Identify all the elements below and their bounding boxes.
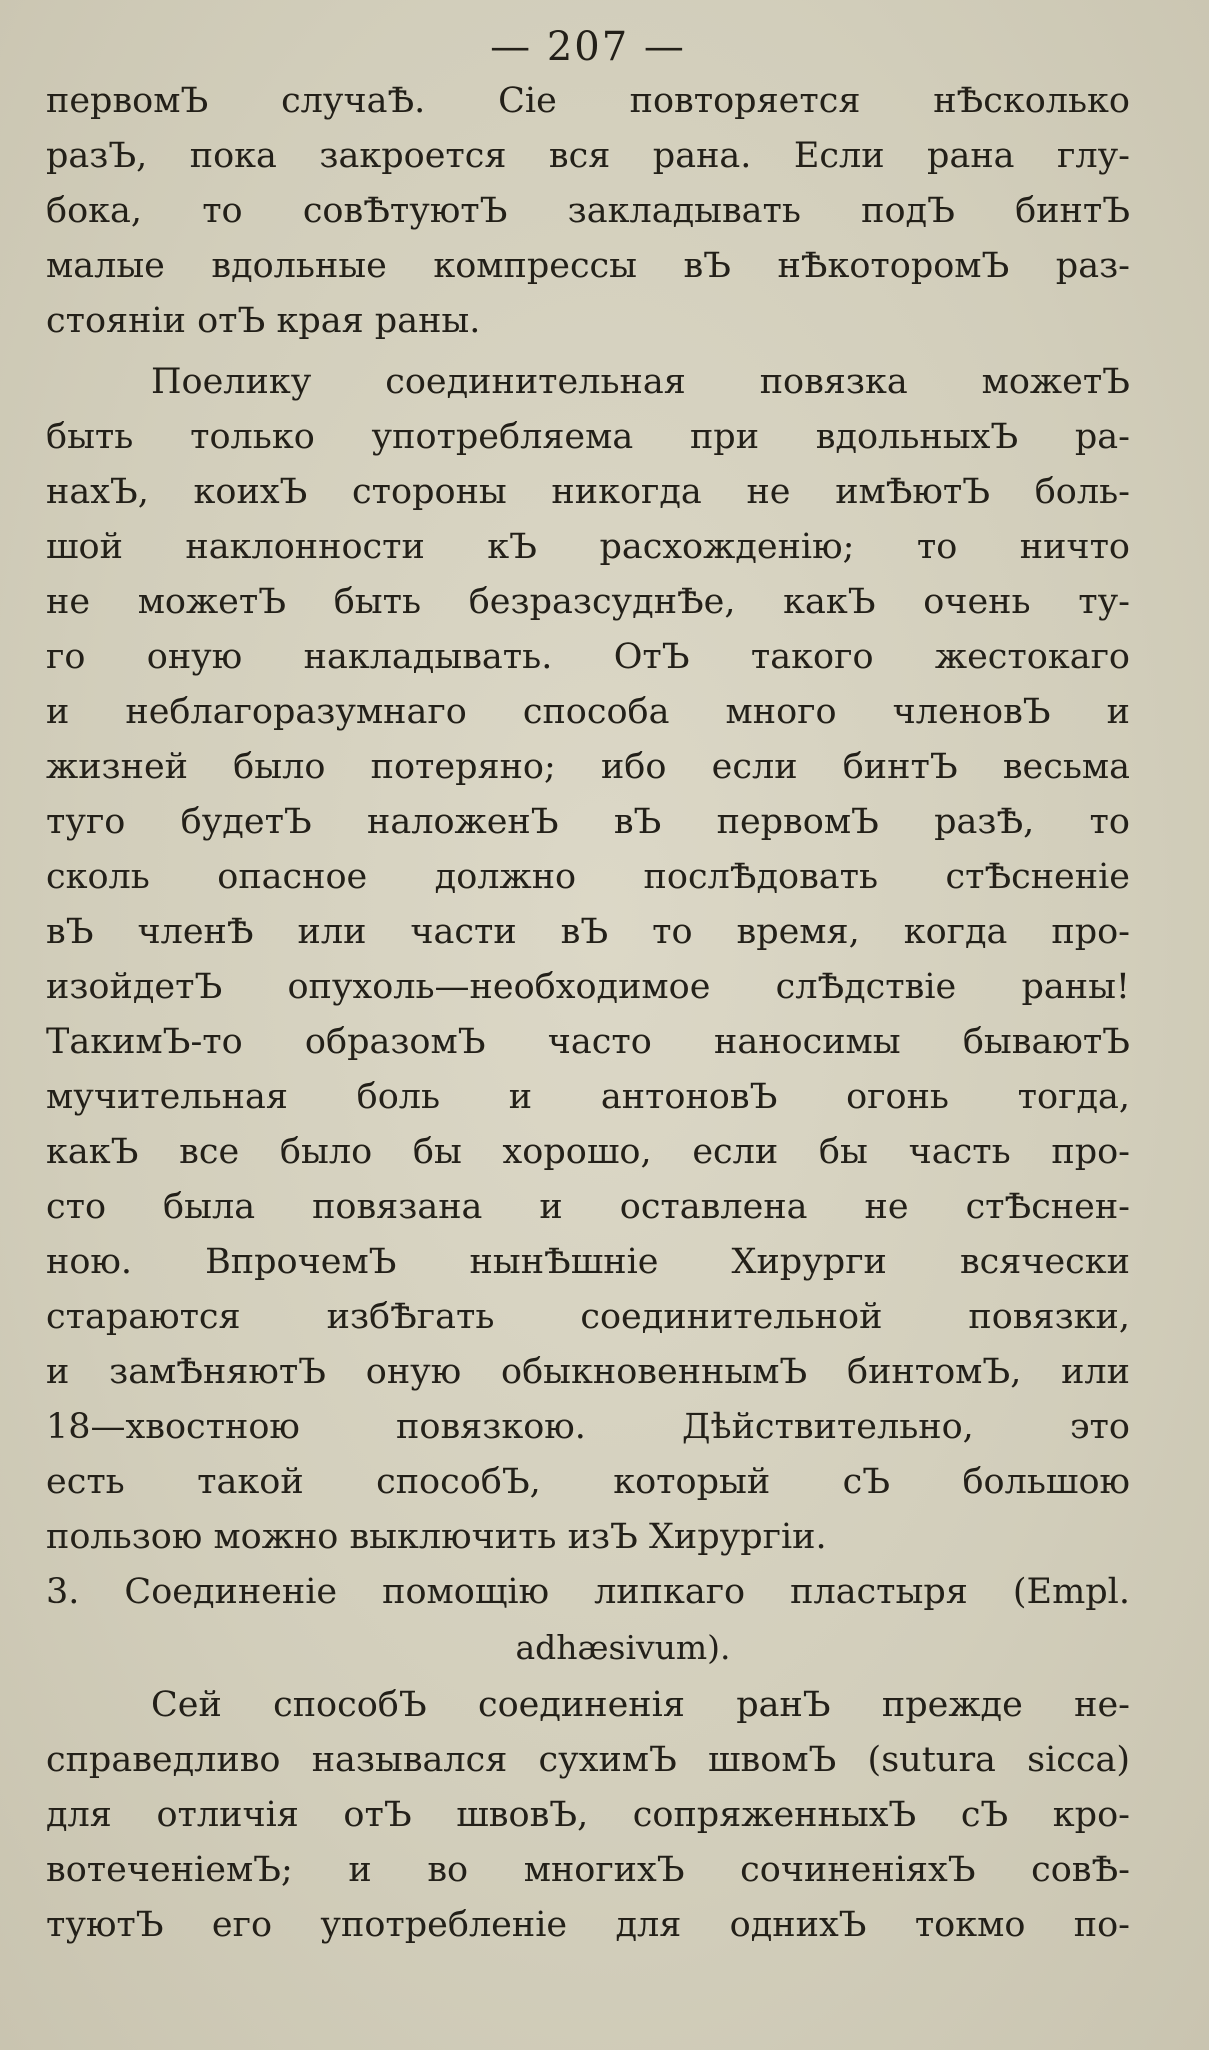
text-line: быть только употребляема при вдольныхЪ ра-	[46, 417, 1130, 457]
text-line: какЪ все было бы хорошо, если бы часть про-	[46, 1132, 1130, 1172]
text-line: вЪ членѢ или части вЪ то время, когда про-	[46, 912, 1130, 952]
text-line: сколь опасное должно послѢдовать стѢсненіе	[46, 857, 1130, 897]
text-line: пользою можно выключить изЪ Хирургіи.	[46, 1517, 827, 1557]
text-line: туго будетЪ наложенЪ вЪ первомЪ разѢ, то	[46, 802, 1130, 842]
text-line: и замѢняютЪ оную обыкновеннымЪ бинтомЪ, или	[46, 1352, 1130, 1392]
text-line: сто была повязана и оставлена не стѢснен-	[46, 1187, 1130, 1227]
text-line: го оную накладывать. ОтЪ такого жестокаго	[46, 637, 1130, 677]
text-line: шой наклонности кЪ расхожденію; то ничто	[46, 527, 1130, 567]
section-3	[46, 1565, 1130, 1678]
text-line: стояніи отЪ края раны.	[46, 301, 481, 341]
paragraph-2	[46, 355, 1130, 1565]
text-line: разЪ, пока закроется вся рана. Если рана глу-	[46, 136, 1130, 176]
text-line: Поелику соединительная повязка можетЪ	[151, 362, 1130, 402]
text-line: ною. ВпрочемЪ нынѢшніе Хирурги всячески	[46, 1242, 1130, 1282]
text-line: есть такой способЪ, который сЪ большою	[46, 1462, 1130, 1502]
text-line: бока, то совѢтуютЪ закладывать подЪ бинтЪ	[46, 191, 1130, 231]
section-heading-continuation: adhæsivum).	[515, 1628, 731, 1667]
text-line: вотеченіемЪ; и во многихЪ сочиненіяхЪ совѢ-	[46, 1850, 1130, 1890]
text-line: малые вдольные компрессы вЪ нѢкоторомЪ раз-	[46, 246, 1130, 286]
text-line: стараются избѢгать соединительной повязки,	[46, 1297, 1130, 1337]
text-line: справедливо назывался сухимЪ швомЪ (sutura sicca)	[46, 1740, 1130, 1780]
text-line: 18—хвостною повязкою. Дѣйствительно, это	[46, 1407, 1130, 1447]
page-content	[46, 20, 1130, 1953]
text-line: жизней было потеряно; ибо если бинтЪ весьма	[46, 747, 1130, 787]
text-line: для отличія отЪ швовЪ, сопряженныхЪ сЪ кро-	[46, 1795, 1130, 1835]
text-line: и неблагоразумнаго способа много членовЪ и	[46, 692, 1130, 732]
text-line: не можетЪ быть безразсуднѢе, какЪ очень ту-	[46, 582, 1130, 622]
text-line: изойдетЪ опухоль—необходимое слѢдствіе раны!	[46, 967, 1130, 1007]
paragraph-3	[46, 1678, 1130, 1953]
text-line: мучительная боль и антоновЪ огонь тогда,	[46, 1077, 1130, 1117]
text-line: ТакимЪ-то образомЪ часто наносимы бываютЪ	[46, 1022, 1130, 1062]
page-number: — 207 —	[490, 24, 686, 70]
text-line: туютЪ его употребленіе для однихЪ токмо по-	[46, 1905, 1130, 1945]
text-line: первомЪ случаѢ. Сіе повторяется нѢсколько	[46, 81, 1130, 121]
text-line: нахЪ, коихЪ стороны никогда не имѢютЪ боль-	[46, 472, 1130, 512]
paragraph-1	[46, 74, 1130, 349]
section-heading: 3. Соединеніе помощію липкаго пластыря (Empl.	[46, 1572, 1130, 1612]
text-line: Сей способЪ соединенія ранЪ прежде не-	[151, 1685, 1130, 1725]
